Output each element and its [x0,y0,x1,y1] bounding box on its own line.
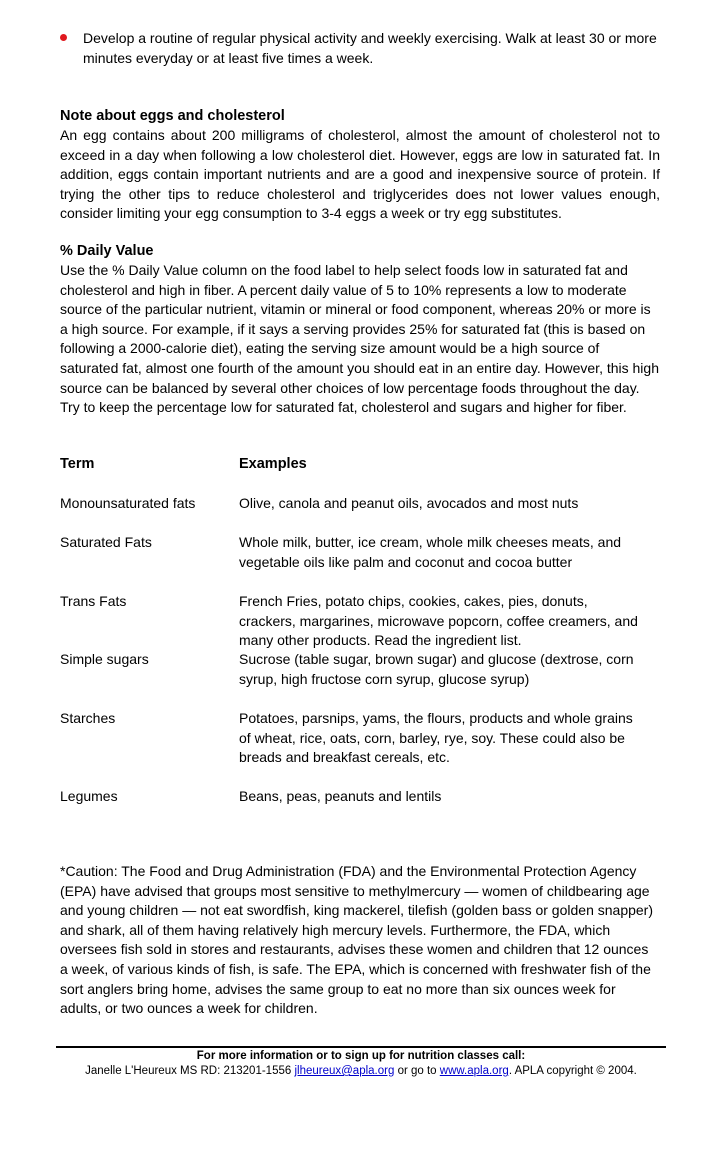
terms-header-row [60,454,660,494]
email-link[interactable]: jlheureux@apla.org [294,1065,395,1077]
eggs-heading: Note about eggs and cholesterol [60,108,285,124]
term-cell: Legumes [60,788,118,804]
examples-cell: Whole milk, butter, ice cream, whole milk cheeses meats, and vegetable oils like palm and coconut and cocoa butter [239,534,622,570]
caution-paragraph: *Caution: The Food and Drug Administration (FDA) and the Environmental Protection Agency (EPA) have advised that groups most sensitive to methylmercury — women of childbearing age and young children — not eat swordfish, king mackerel, tilefish (golden bass or golden snapper) and shark, all of them having relatively high mercury levels. Furthermore, the FDA, which oversees fish sold in stores and restaurants, advises these women and children that 12 ounces a week, of various kinds of fish, is safe. The EPA, which is concerned with freshwater fish of the sort anglers bring home, advises the same group to eat no more than six ounces week for adults, or two ounces a week for children. [60,863,653,1017]
contact-mid: or go to [394,1065,440,1077]
table-row [60,709,660,787]
copyright-text: . APLA copyright © 2004. [508,1065,637,1077]
term-cell: Saturated Fats [60,534,152,550]
eggs-body: An egg contains about 200 milligrams of cholesterol, almost the amount of cholesterol not to exceed in a day when following a low cholesterol diet. However, eggs are low in saturated fat. In addition, eggs contain important nutrients and are a good and inexpensive source of protein. If trying the other tips to reduce cholesterol and triglycerides does not lower values enough, consider limiting your egg consumption to 3-4 eggs a week or try egg substitutes. [60,127,660,222]
examples-cell: Sucrose (table sugar, brown sugar) and glucose (dextrose, corn syrup, high fructose corn syrup, glucose syrup) [239,651,634,687]
daily-value-heading: % Daily Value [60,243,154,259]
table-row [60,494,660,533]
website-link[interactable]: www.apla.org [439,1065,509,1077]
bullet-text: Develop a routine of regular physical activity and weekly exercising. Walk at least 30 or more minutes everyday or at least five times a week. [83,30,657,66]
term-cell: Monounsaturated fats [60,495,196,511]
examples-cell: Beans, peas, peanuts and lentils [239,788,442,804]
table-row [60,787,660,807]
footer-divider [56,1046,666,1048]
examples-cell: Olive, canola and peanut oils, avocados and most nuts [239,495,579,511]
contact-prefix: Janelle L'Heureux MS RD: 213201-1556 [85,1065,295,1077]
daily-value-body: Use the % Daily Value column on the food label to help select foods low in saturated fat and cholesterol and high in fiber. A percent daily value of 5 to 10% represents a low to moderate source of the particular nutrient, vitamin or mineral or food component, whereas 20% or more is a high source. For example, if it says a serving provides 25% for saturated fat (this is based on following a 2000-calorie diet), eating the serving size amount would be a high source of saturated fat, almost one fourth of the amount you should eat in an entire day. However, this high source can be balanced by several other choices of low percentage foods throughout the day. Try to keep the percentage low for saturated fat, cholesterol and sugars and higher for fiber. [60,262,659,416]
eggs-section [60,106,660,224]
daily-value-section [60,241,660,418]
table-row [60,592,660,650]
table-row [60,650,660,709]
footer [56,1049,666,1079]
examples-cell: French Fries, potato chips, cookies, cakes, pies, donuts, crackers, margarines, microwave popcorn, coffee creamers, and many other products. Read the ingredient list. [239,593,638,649]
term-cell: Simple sugars [60,651,149,667]
exercise-bullet [60,28,670,68]
table-row [60,533,660,592]
examples-column-header: Examples [239,456,307,472]
examples-cell: Potatoes, parsnips, yams, the flours, products and whole grains of wheat, rice, oats, corn, barley, rye, soy. These could also be breads and breakfast cereals, etc. [239,710,633,766]
terms-table [60,454,660,807]
footer-contact-line [56,1064,666,1079]
term-cell: Starches [60,710,116,726]
footer-info-line: For more information or to sign up for nutrition classes call: [196,1050,526,1062]
term-column-header: Term [60,456,95,472]
term-cell: Trans Fats [60,593,127,609]
bullet-dot-icon [60,34,67,41]
